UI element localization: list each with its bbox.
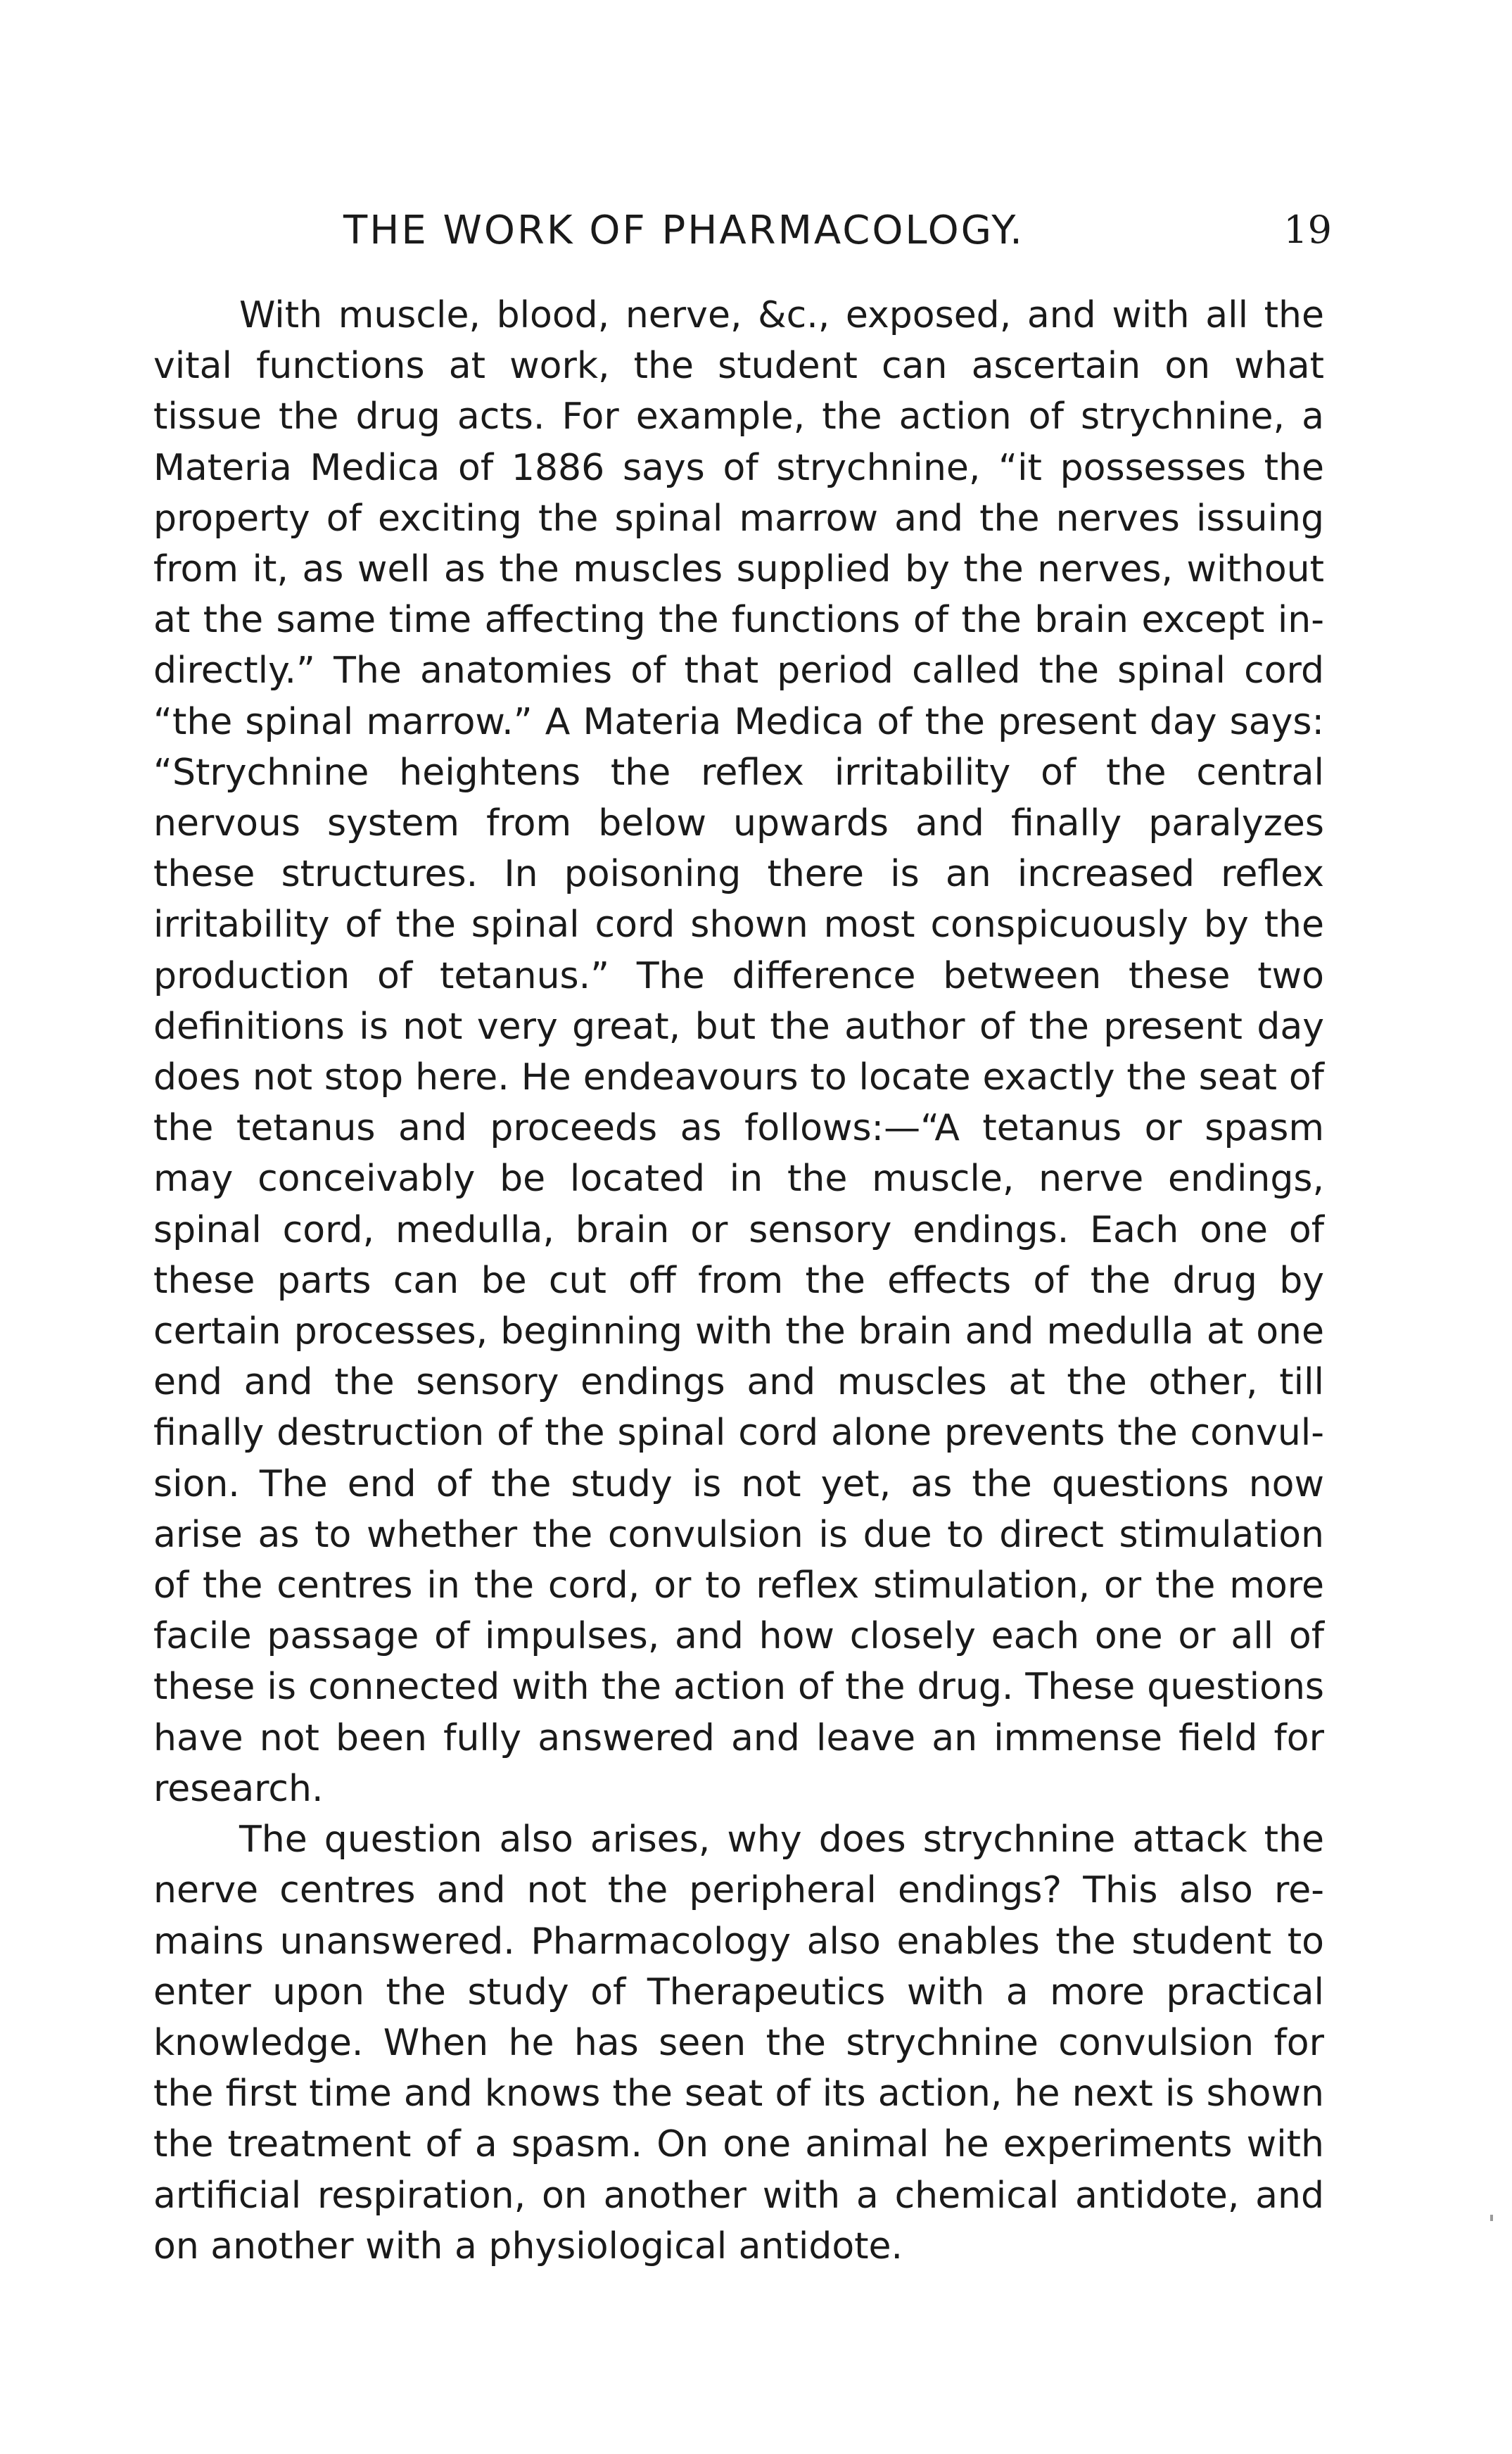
scan-speck — [1490, 2215, 1493, 2221]
running-title: THE WORK OF PHARMACOLOGY. — [343, 208, 1024, 253]
paragraph-1: With muscle, blood, nerve, &c., exposed, and with all the vital functions at work, the student can ascertain on what tissue the drug acts. For example, the action of strychnine, a Materia Medica of 1886 says of strychnine, “it possesses the property of exciting the spinal marrow and the nerves issuing from it, as well as the muscles supplied by the nerves, without at the same time affecting the functions of the brain except indirectly.” The anatomies of that period called the spinal cord “the spinal marrow.” A Materia Medica of the present day says: “Strychnine heightens the reflex irritability of the central nervous system from below upwards and finally paralyzes these structures. In poisoning there is an increased reflex irritability of the spinal cord shown most conspicuously by the production of tetanus.” The difference between these two definitions is not very great, but the author of the present day does not stop here. He endeavours to locate exactly the seat of the tetanus and proceeds as follows:—“A tetanus or spasm may conceivably be located in the muscle, nerve endings, spinal cord, medulla, brain or sensory endings. Each one of these parts can be cut off from the effects of the drug by certain processes, beginning with the brain and medulla at one end and the sensory endings and muscles at the other, till finally destruction of the spinal cord alone prevents the convulsion. The end of the study is not yet, as the questions now arise as to whether the convulsion is due to direct stimulation of the centres in the cord, or to reflex stimulation, or the more facile passage of impulses, and how closely each one or all of these is connected with the action of the drug. These questions have not been fully answered and leave an immense field for research. — [153, 294, 1324, 1810]
body-text — [153, 290, 1324, 2272]
paragraph-2: The question also arises, why does strychnine attack the nerve centres and not the peripheral endings? This also remains unanswered. Pharmacology also enables the student to enter upon the study of Therapeutics with a more practical knowledge. When he has seen the strychnine convulsion for the first time and knows the seat of its action, he next is shown the treatment of a spasm. On one animal he experiments with artificial respiration, on another with a chemical antidote, and on another with a physiological antidote. — [153, 1819, 1324, 2268]
page-number: 19 — [1283, 208, 1332, 252]
running-head — [153, 208, 1332, 264]
